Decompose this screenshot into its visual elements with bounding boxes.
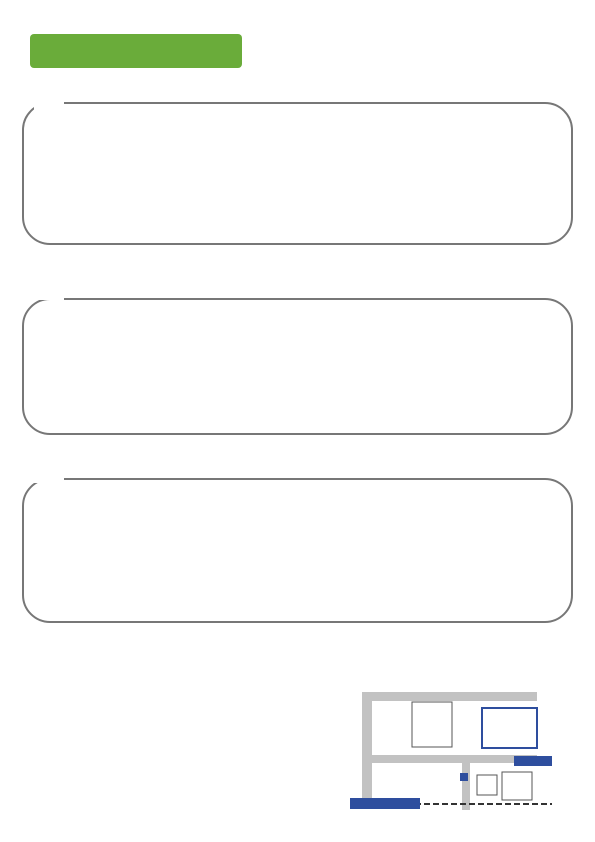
map-building xyxy=(412,702,452,747)
page-title xyxy=(30,34,242,68)
map-road xyxy=(362,692,537,701)
speaker-1-box xyxy=(22,102,573,245)
map-building xyxy=(477,775,497,795)
map-road xyxy=(362,755,537,763)
speaker-1-heading xyxy=(34,89,64,113)
map-station xyxy=(350,798,420,809)
center-title xyxy=(36,642,42,658)
speaker-3-heading xyxy=(34,459,64,483)
map-road xyxy=(462,755,470,810)
speaker-2-box xyxy=(22,298,573,435)
footer-info xyxy=(36,641,42,661)
speaker-2-heading xyxy=(34,276,64,300)
map-graphic xyxy=(342,680,552,820)
map-convenience xyxy=(460,773,468,781)
access-map xyxy=(342,680,552,820)
map-building xyxy=(502,772,532,800)
speaker-3-box xyxy=(22,478,573,623)
map-exit xyxy=(514,756,552,766)
map-center-building xyxy=(482,708,537,748)
map-road xyxy=(362,692,372,802)
